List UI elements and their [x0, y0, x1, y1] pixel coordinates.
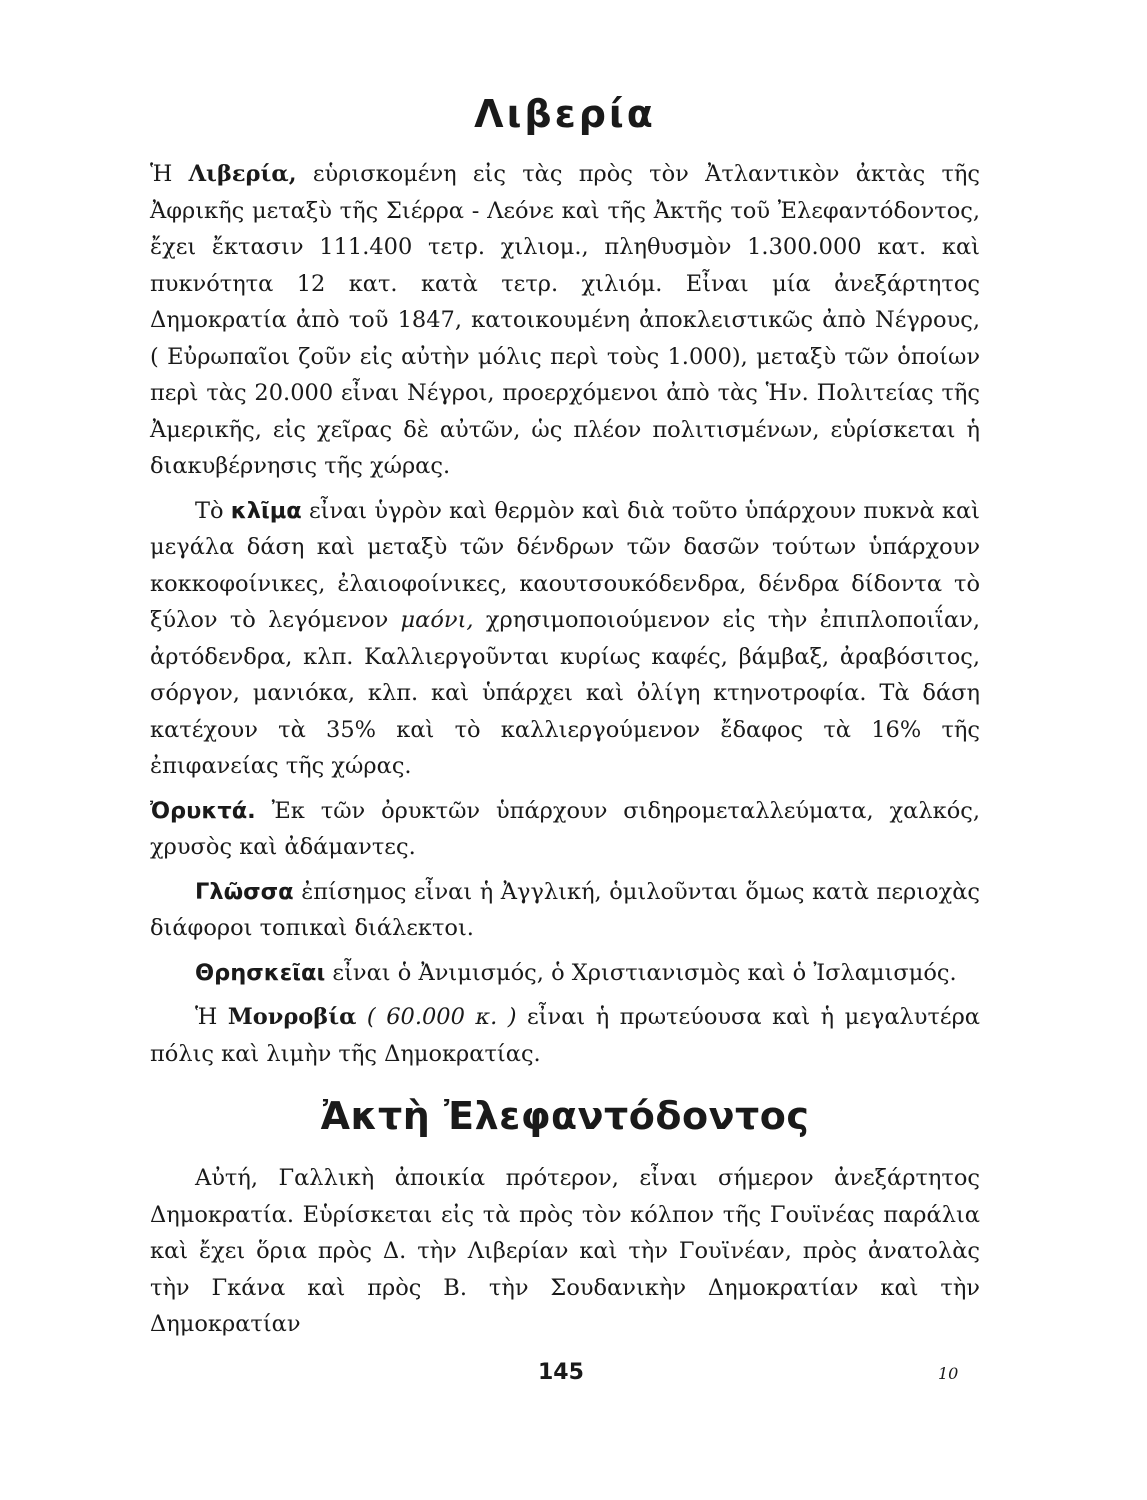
paragraph-liberia-intro — [150, 156, 980, 485]
sheet-number: 10 — [938, 1364, 959, 1383]
page-footer — [0, 1360, 1147, 1400]
page-number: 145 — [538, 1360, 584, 1385]
capital-population: ( 60.000 κ. ) — [356, 1004, 517, 1030]
paragraph-religion — [150, 955, 980, 992]
paragraph-minerals — [150, 793, 980, 866]
paragraph-climate — [150, 493, 980, 785]
country-name: Λιβερία, — [188, 161, 297, 187]
climate-text-after: χρησιμοποιούμενον εἰς τὴν ἐπιπλοποιΐαν, ἀρτόδενδρα, κλπ. Καλλιεργοῦνται κυρίως καφές, βάμβαξ, ἀραβόσιτος, σόργον, μανιόκα, κλπ. καὶ ὑπάρχει καὶ ὀλίγη κτηνοτροφία. Τὰ δάση κατέχουν τὰ 35% καὶ τὸ καλλιεργούμενον ἔδαφος τὰ 16% τῆς ἐπιφανείας τῆς χώρας. — [150, 607, 980, 779]
page-content — [150, 60, 980, 1351]
capital-name: Μονροβία — [227, 1004, 357, 1030]
language-text: ἐπίσημος εἶναι ἡ Ἀγγλική, ὁμιλοῦνται ὅμως κατὰ περιοχὰς διάφοροι τοπικαὶ διάλεκτοι. — [150, 878, 980, 941]
section-title-ivory-coast: Ἀκτὴ Ἐλεφαντόδοντος — [320, 1094, 810, 1138]
capital-text: εἶναι ἡ πρωτεύουσα καὶ ἡ μεγαλυτέρα πόλις καὶ λιμὴν τῆς Δημοκρατίας. — [150, 1004, 980, 1067]
climate-lead: Τὸ — [195, 497, 231, 524]
religion-keyword: Θρησκεῖαι — [195, 959, 326, 986]
intro-lead: Ἡ — [150, 161, 189, 187]
paragraph-capital — [150, 999, 980, 1072]
minerals-keyword: Ὀρυκτά. — [150, 797, 256, 824]
climate-text-before: εἶναι ὑγρὸν καὶ θερμὸν καὶ διὰ τοῦτο ὑπάρχουν πυκνὰ καὶ μεγάλα δάση καὶ μεταξὺ τῶν δένδρων τῶν δασῶν τούτων ὑπάρχουν κοκκοφοίνικες, ἐλαιοφοίνικες, καουτσουκόδενδρα, δένδρα δίδοντα τὸ ξύλον τὸ λεγόμενον — [150, 497, 980, 633]
mahogany-term: μαόνι, — [400, 607, 474, 633]
language-keyword: Γλῶσσα — [195, 878, 294, 905]
section-title-liberia: Λιβερία — [474, 92, 656, 136]
climate-keyword: κλῖμα — [230, 497, 302, 524]
religion-text: εἶναι ὁ Ἀνιμισμός, ὁ Χριστιανισμὸς καὶ ὁ Ἰσλαμισμός. — [325, 959, 957, 986]
intro-text: εὑρισκομένη εἰς τὰς πρὸς τὸν Ἀτλαντικὸν ἀκτὰς τῆς Ἀφρικῆς μεταξὺ τῆς Σιέρρα - Λεόνε καὶ τῆς Ἀκτῆς τοῦ Ἐλεφαντόδοντος, ἔχει ἔκτασιν 111.400 τετρ. χιλιομ., πληθυσμὸν 1.300.000 κατ. καὶ πυκνότητα 12 κατ. κατὰ τετρ. χιλιόμ. Εἶναι μία ἀνεξάρτητος Δημοκρατία ἀπὸ τοῦ 1847, κατοικουμένη ἀποκλειστικῶς ἀπὸ Νέγρους, ( Εὐρωπαῖοι ζοῦν εἰς αὐτὴν μόλις περὶ τοὺς 1.000), μεταξὺ τῶν ὁποίων περὶ τὰς 20.000 εἶναι Νέγροι, προερχόμενοι ἀπὸ τὰς Ἡν. Πολιτείας τῆς Ἀμερικῆς, εἰς χεῖρας δὲ αὐτῶν, ὡς πλέον πολιτισμένων, εὑρίσκεται ἡ διακυβέρνησις τῆς χώρας. — [150, 161, 980, 479]
minerals-text: Ἐκ τῶν ὀρυκτῶν ὑπάρχουν σιδηρομεταλλεύματα, χαλκός, χρυσὸς καὶ ἀδάμαντες. — [150, 797, 980, 860]
paragraph-language — [150, 874, 980, 947]
paragraph-ivory-coast-intro: Αὐτή, Γαλλικὴ ἀποικία πρότερον, εἶναι σήμερον ἀνεξάρτητος Δημοκρατία. Εὑρίσκεται εἰς τὰ πρὸς τὸν κόλπον τῆς Γουϊνέας παράλια καὶ ἔχει ὅρια πρὸς Δ. τὴν Λιβερίαν καὶ τὴν Γουϊνέαν, πρὸς ἀνατολὰς τὴν Γκάνα καὶ πρὸς Β. τὴν Σουδανικὴν Δημοκρατίαν καὶ τὴν Δημοκρατίαν — [150, 1165, 980, 1337]
capital-lead: Ἡ — [195, 1004, 228, 1030]
